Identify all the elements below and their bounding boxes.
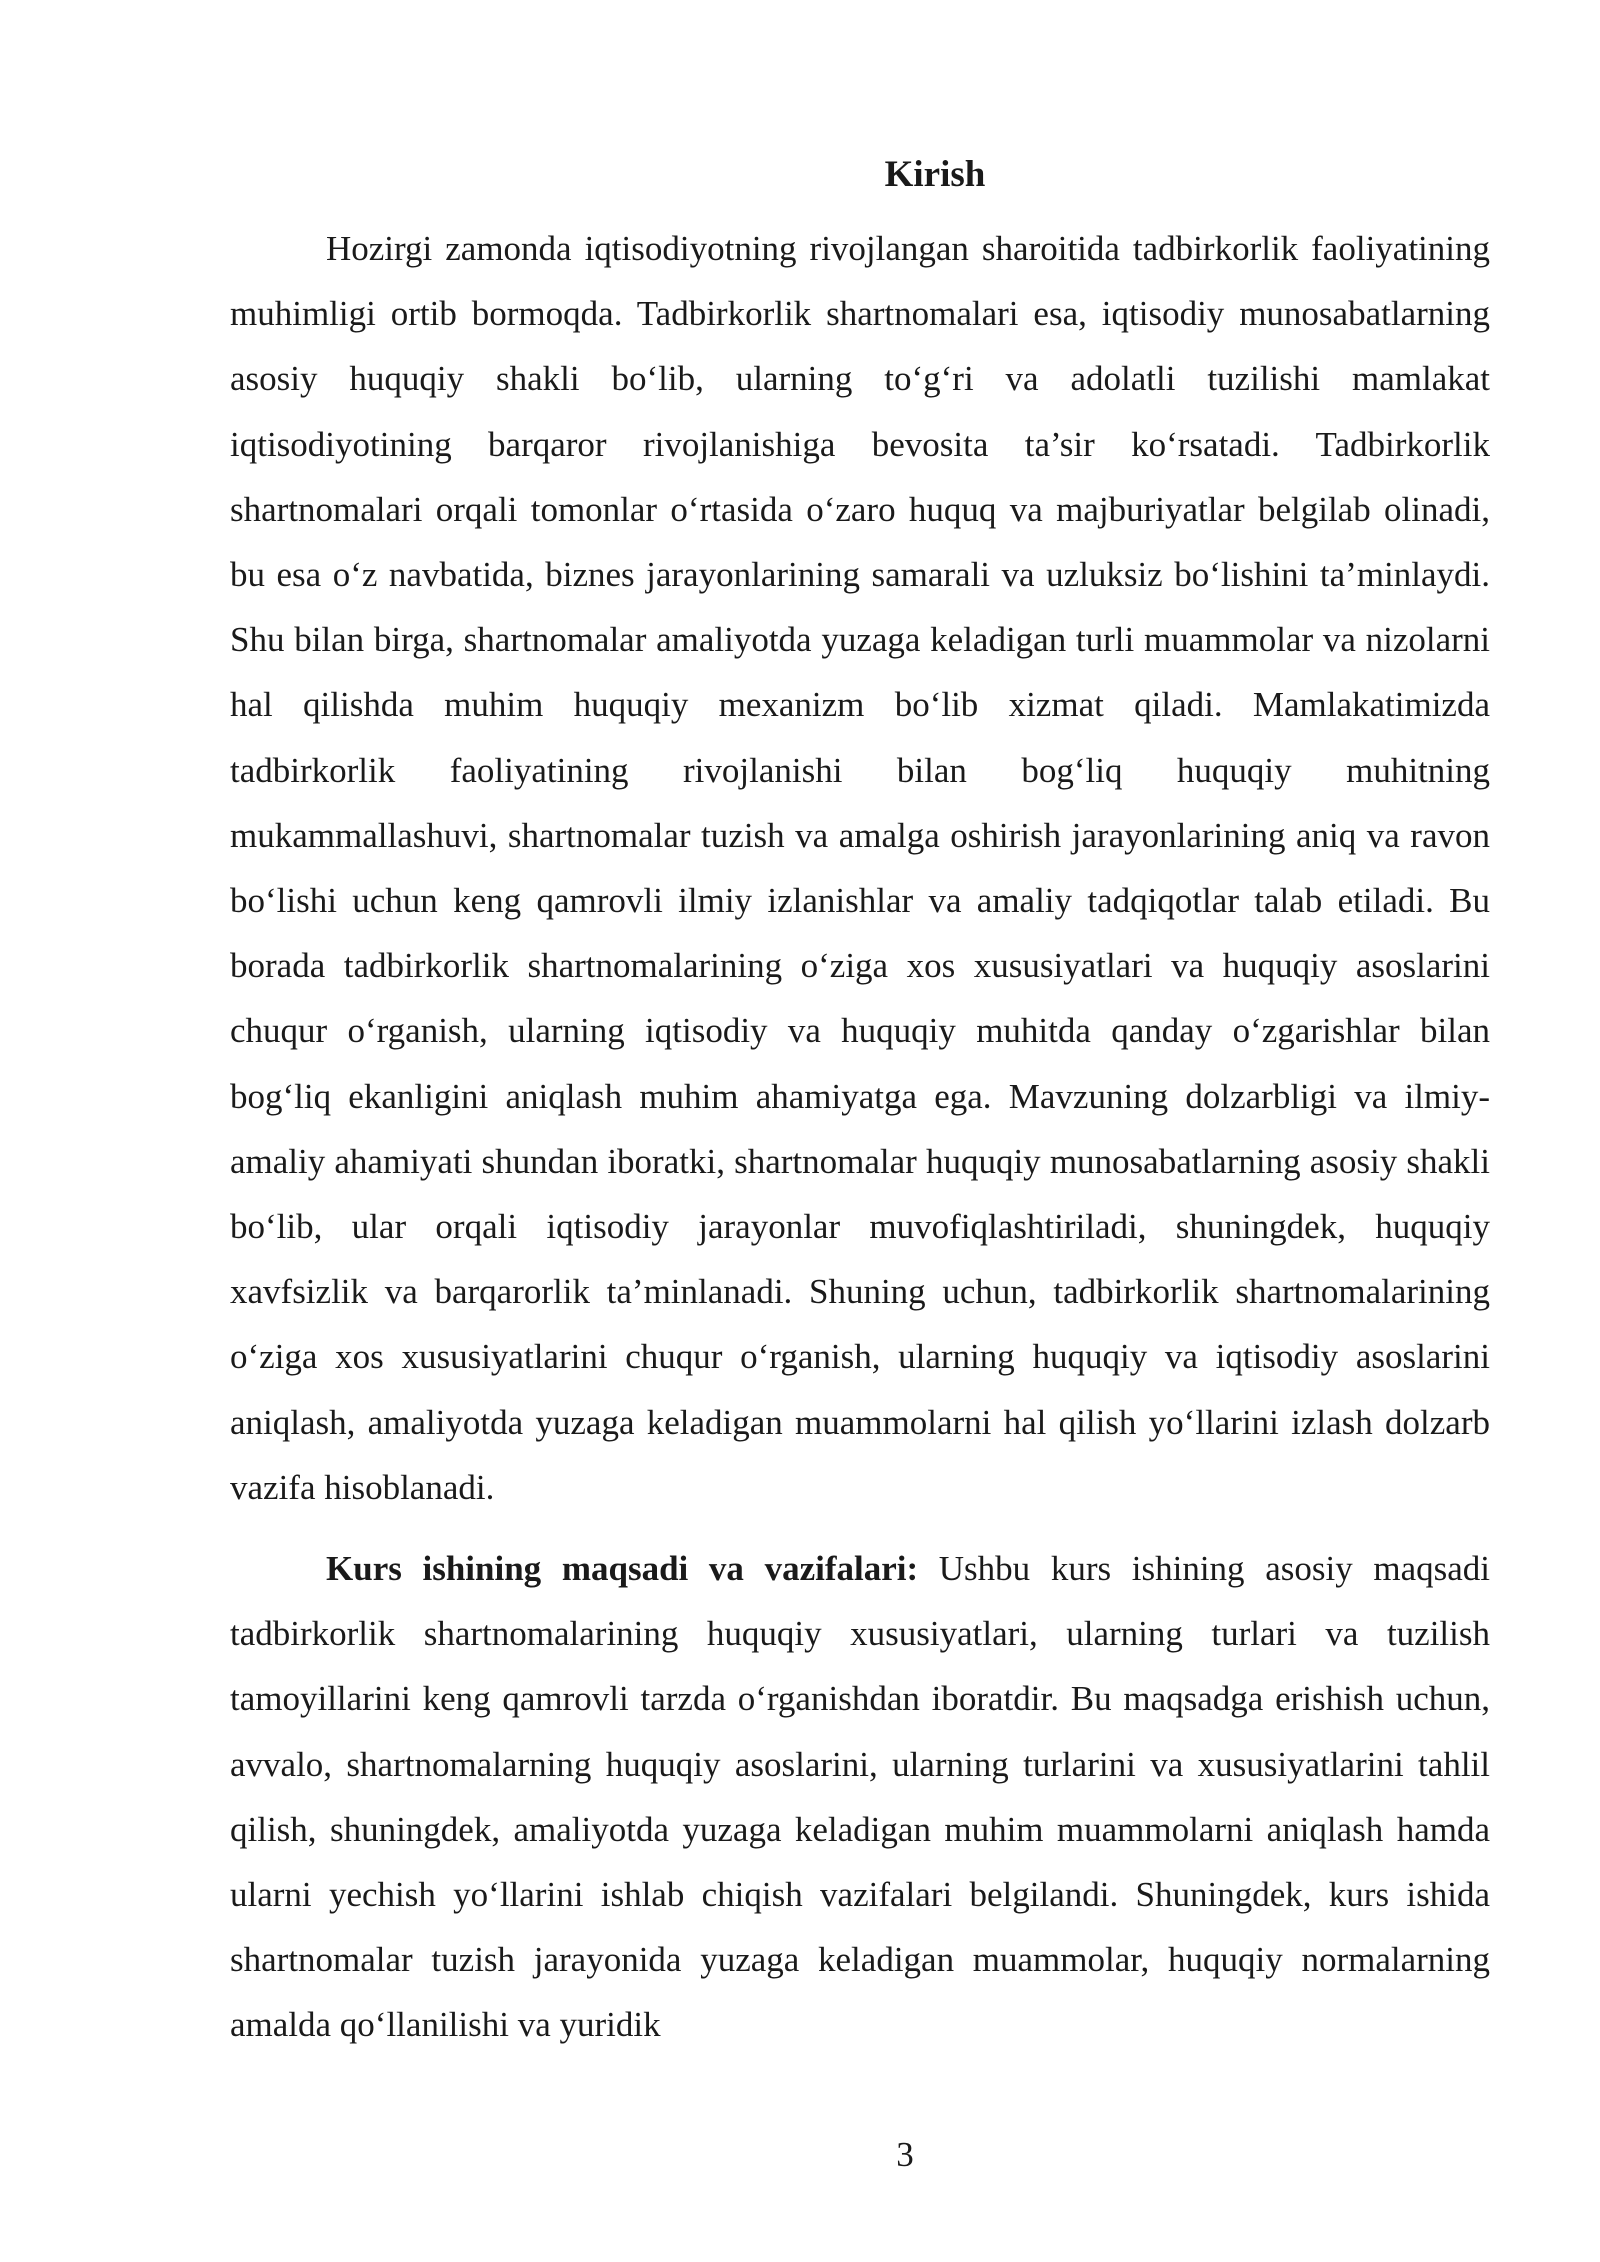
goals-paragraph-lead: Kurs ishining maqsadi va vazifalari: <box>326 1549 919 1589</box>
goals-paragraph-body: Ushbu kurs ishining asosiy maqsadi tadbirkorlik shartnomalarining huquqiy xususiyatlari, ularning turlari va tuzilish tamoyillarini keng qamrovli tarzda o‘rganishdan iboratdir. Bu maqsadga erishish uchun, avvalo, shartnomalarning huquqiy asoslarini, ularning turlarini va xususiyatlarini tahlil qilish, shuningdek, amaliyotda yuzaga keladigan muhim muammolarni aniqlash hamda ularni yechish yo‘llarini ishlab chiqish vazifalari belgilandi. Shuningdek, kurs ishida shartnomalar tuzish jarayonida yuzaga keladigan muammolar, huquqiy normalarning amalda qo‘llanilishi va yuridik <box>230 1549 1490 2045</box>
intro-paragraph: Hozirgi zamonda iqtisodiyotning rivojlangan sharoitida tadbirkorlik faoliyatining muhimligi ortib bormoqda. Tadbirkorlik shartnomalari esa, iqtisodiy munosabatlarning asosiy huquqiy shakli bo‘lib, ularning to‘g‘ri va adolatli tuzilishi mamlakat iqtisodiyotining barqaror rivojlanishiga bevosita ta’sir ko‘rsatadi. Tadbirkorlik shartnomalari orqali tomonlar o‘rtasida o‘zaro huquq va majburiyatlar belgilab olinadi, bu esa o‘z navbatida, biznes jarayonlarining samarali va uzluksiz bo‘lishini ta’minlaydi. Shu bilan birga, shartnomalar amaliyotda yuzaga keladigan turli muammolar va nizolarni hal qilishda muhim huquqiy mexanizm bo‘lib xizmat qiladi. Mamlakatimizda tadbirkorlik faoliyatining rivojlanishi bilan bog‘liq huquqiy muhitning mukammallashuvi, shartnomalar tuzish va amalga oshirish jarayonlarining aniq va ravon bo‘lishi uchun keng qamrovli ilmiy izlanishlar va amaliy tadqiqotlar talab etiladi. Bu borada tadbirkorlik shartnomalarining o‘ziga xos xususiyatlari va huquqiy asoslarini chuqur o‘rganish, ularning iqtisodiy va huquqiy muhitda qanday o‘zgarishlar bilan bog‘liq ekanligini aniqlash muhim ahamiyatga ega. Mavzuning dolzarbligi va ilmiy- amaliy ahamiyati shundan iboratki, shartnomalar huquqiy munosabatlarning asosiy shakli bo‘lib, ular orqali iqtisodiy jarayonlar muvofiqlashtiriladi, shuningdek, huquqiy xavfsizlik va barqarorlik ta’minlanadi. Shuning uchun, tadbirkorlik shartnomalarining o‘ziga xos xususiyatlarini chuqur o‘rganish, ularning huquqiy va iqtisodiy asoslarini aniqlash, amaliyotda yuzaga keladigan muammolarni hal qilish yo‘llarini izlash dolzarb vazifa hisoblanadi. <box>230 229 1490 1507</box>
section-heading: Kirish <box>884 154 986 195</box>
page-number: 3 <box>896 2135 914 2174</box>
page-content <box>230 150 1490 2058</box>
goals-paragraph <box>230 1536 1490 2058</box>
